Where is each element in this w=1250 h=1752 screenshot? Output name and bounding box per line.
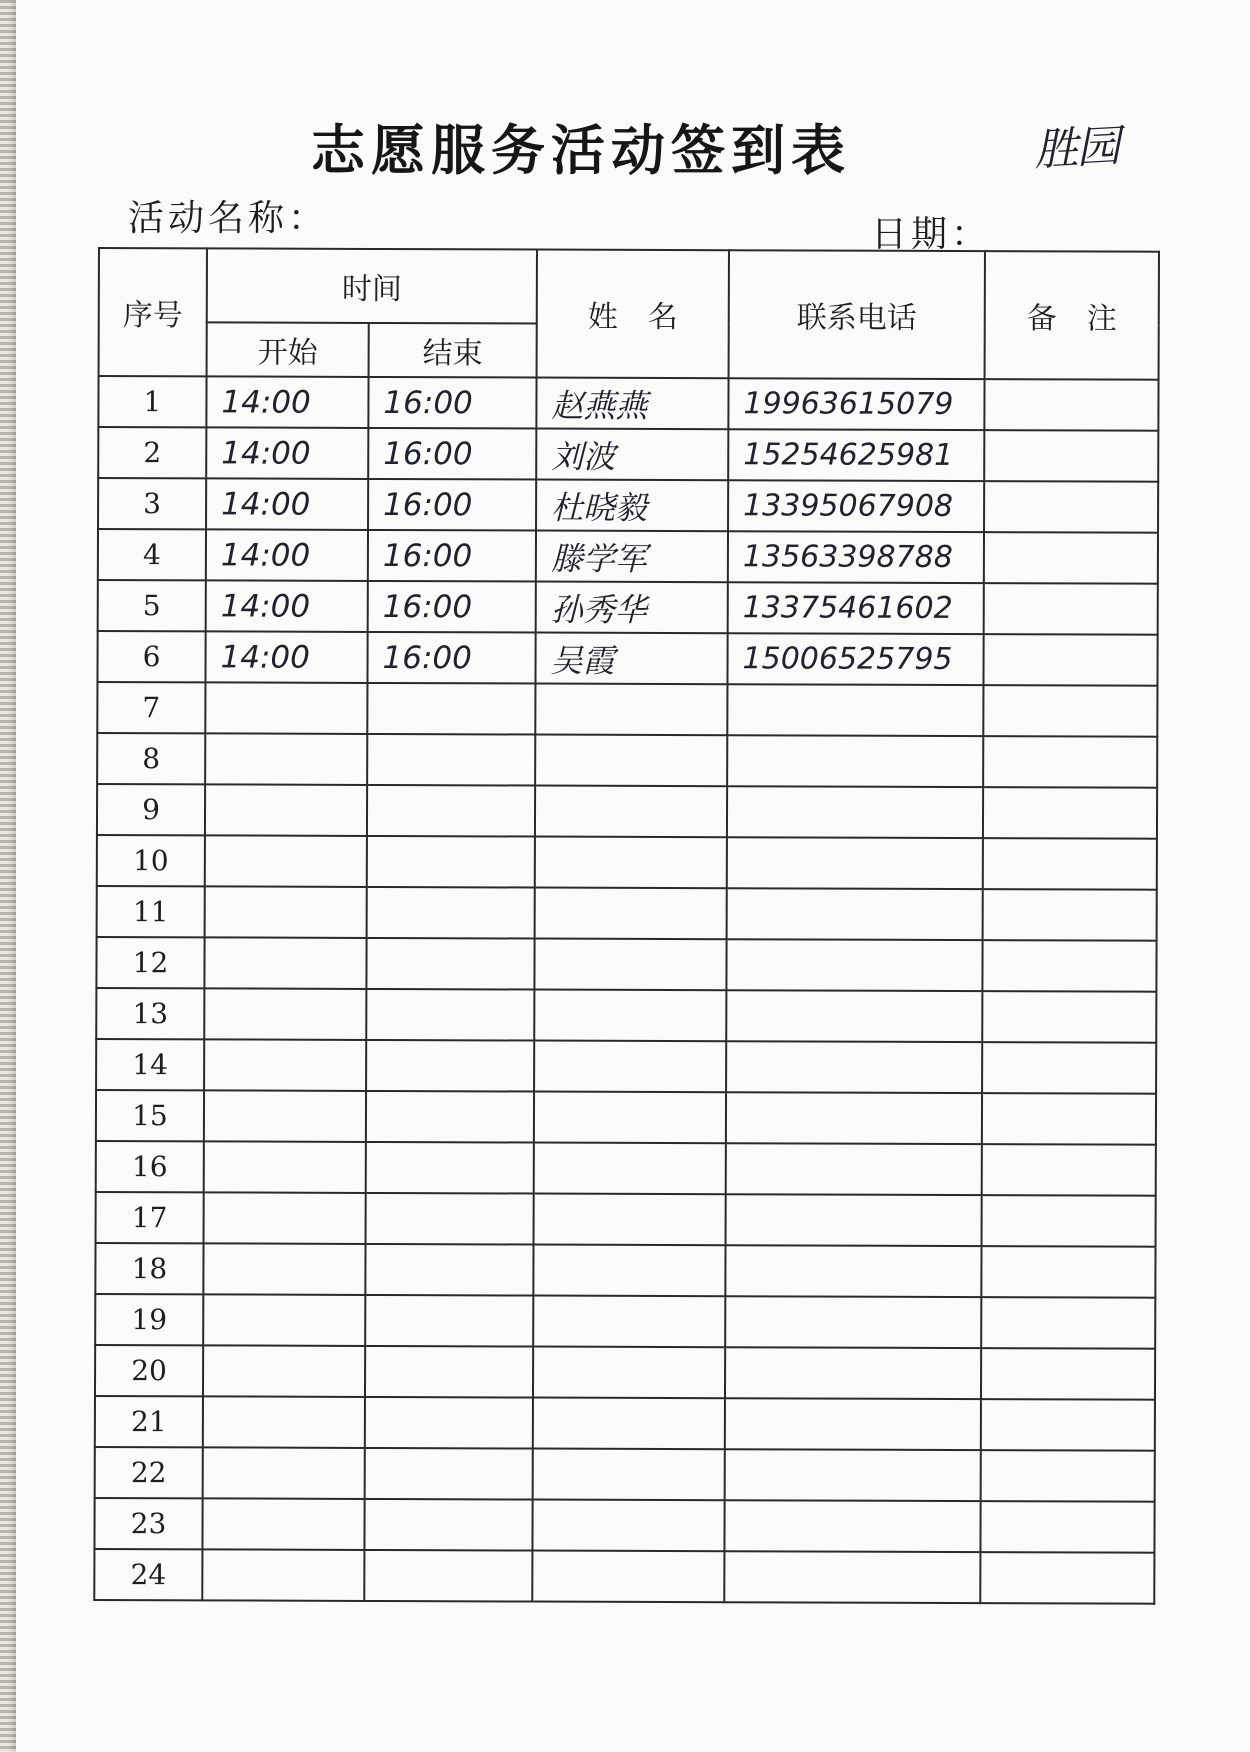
cell-note — [984, 532, 1158, 584]
cell-note — [981, 1399, 1155, 1451]
cell-note — [984, 379, 1158, 431]
table-row — [95, 1447, 1155, 1502]
table-row — [97, 784, 1157, 839]
cell-phone — [727, 888, 983, 940]
cell-start-time — [204, 1192, 366, 1244]
cell-index: 12 — [96, 937, 204, 988]
cell-start-time — [204, 1141, 366, 1193]
cell-index: 23 — [94, 1498, 202, 1549]
cell-phone: 19963615079 — [728, 378, 984, 430]
cell-end-time — [367, 836, 535, 888]
table-row — [98, 478, 1158, 533]
cell-note — [981, 1348, 1155, 1400]
cell-note — [984, 430, 1158, 482]
cell-note — [982, 1195, 1156, 1247]
cell-index: 19 — [95, 1294, 203, 1345]
cell-note — [981, 1246, 1155, 1298]
cell-index: 14 — [96, 1039, 204, 1090]
cell-index: 22 — [95, 1447, 203, 1498]
cell-start-time: 14:00 — [206, 478, 368, 530]
corner-handwriting: 胜园 — [1032, 120, 1120, 177]
page-title: 志愿服务活动签到表 — [311, 118, 851, 182]
header-notes: 备 注 — [985, 251, 1159, 380]
header-end: 结束 — [369, 323, 537, 378]
cell-name — [534, 1194, 726, 1246]
cell-end-time — [366, 989, 534, 1041]
cell-start-time — [203, 1396, 365, 1448]
cell-end-time: 16:00 — [368, 479, 536, 531]
table-row — [98, 427, 1158, 482]
cell-start-time — [204, 988, 366, 1040]
table-row — [97, 682, 1157, 737]
cell-phone: 13395067908 — [728, 480, 984, 532]
cell-end-time — [365, 1295, 533, 1347]
table-row — [97, 733, 1157, 788]
cell-name — [535, 837, 727, 889]
cell-phone — [727, 786, 983, 838]
cell-start-time — [204, 1039, 366, 1091]
cell-index: 7 — [97, 682, 205, 733]
cell-index: 4 — [98, 529, 206, 580]
table-row — [96, 1192, 1156, 1247]
cell-end-time — [367, 785, 535, 837]
cell-name: 杜晓毅 — [536, 480, 728, 532]
cell-name: 赵燕燕 — [536, 378, 728, 430]
cell-index: 17 — [96, 1192, 204, 1243]
cell-start-time — [205, 733, 367, 785]
sign-in-table — [93, 247, 1160, 1605]
cell-name — [534, 939, 726, 991]
cell-start-time: 14:00 — [205, 631, 367, 683]
cell-note — [982, 1042, 1156, 1094]
cell-start-time: 14:00 — [206, 427, 368, 479]
cell-end-time: 16:00 — [368, 377, 536, 429]
cell-end-time — [365, 1346, 533, 1398]
cell-note — [982, 1093, 1156, 1145]
cell-name: 吴霞 — [535, 633, 727, 685]
cell-name — [534, 990, 726, 1042]
cell-index: 24 — [94, 1549, 202, 1600]
cell-start-time — [204, 1090, 366, 1142]
cell-start-time — [203, 1345, 365, 1397]
table-row — [95, 1396, 1155, 1451]
table-row — [96, 1039, 1156, 1094]
cell-phone — [725, 1347, 981, 1399]
cell-name: 滕学军 — [536, 531, 728, 583]
cell-end-time — [367, 734, 535, 786]
cell-phone — [725, 1245, 981, 1297]
cell-name — [532, 1500, 724, 1552]
cell-note — [982, 940, 1156, 992]
table-row — [97, 631, 1157, 686]
cell-end-time — [366, 1040, 534, 1092]
cell-phone — [725, 1296, 981, 1348]
cell-note — [983, 634, 1157, 686]
table-row — [96, 937, 1156, 992]
cell-note — [982, 1144, 1156, 1196]
cell-phone: 15006525795 — [727, 633, 983, 685]
cell-end-time: 16:00 — [368, 581, 536, 633]
cell-end-time — [367, 887, 535, 939]
cell-end-time — [365, 1244, 533, 1296]
cell-start-time — [203, 1294, 365, 1346]
cell-name — [534, 1143, 726, 1195]
cell-note — [983, 838, 1157, 890]
cell-end-time — [365, 1397, 533, 1449]
cell-name — [535, 684, 727, 736]
cell-phone — [725, 1398, 981, 1450]
cell-start-time — [203, 1243, 365, 1295]
cell-name — [535, 888, 727, 940]
activity-name-label: 活动名称： — [128, 198, 329, 239]
cell-index: 21 — [95, 1396, 203, 1447]
cell-start-time — [202, 1498, 364, 1550]
cell-name — [535, 735, 727, 787]
header-name: 姓 名 — [537, 250, 729, 379]
table-row — [96, 1141, 1156, 1196]
cell-phone — [727, 684, 983, 736]
table-row — [97, 835, 1157, 890]
cell-note — [983, 736, 1157, 788]
cell-note — [980, 1501, 1154, 1553]
cell-start-time — [205, 682, 367, 734]
table-row — [98, 529, 1158, 584]
cell-end-time: 16:00 — [368, 530, 536, 582]
cell-start-time — [203, 1447, 365, 1499]
cell-index: 13 — [96, 988, 204, 1039]
cell-end-time — [366, 1142, 534, 1194]
cell-note — [980, 1552, 1154, 1604]
page-binding-edge — [0, 0, 16, 1752]
header-start: 开始 — [207, 322, 369, 377]
cell-index: 8 — [97, 733, 205, 784]
cell-index: 18 — [95, 1243, 203, 1294]
cell-note — [984, 481, 1158, 533]
cell-phone — [724, 1551, 980, 1603]
cell-index: 10 — [97, 835, 205, 886]
cell-name — [533, 1449, 725, 1501]
cell-index: 1 — [98, 376, 206, 427]
cell-start-time — [205, 835, 367, 887]
date-label: 日期： — [871, 214, 992, 255]
cell-phone — [727, 837, 983, 889]
cell-index: 16 — [96, 1141, 204, 1192]
cell-name — [534, 1092, 726, 1144]
cell-name — [532, 1551, 724, 1603]
cell-end-time — [366, 938, 534, 990]
cell-index: 2 — [98, 427, 206, 478]
cell-index: 3 — [98, 478, 206, 529]
cell-name — [533, 1398, 725, 1450]
table-row — [97, 886, 1157, 941]
cell-end-time — [366, 1091, 534, 1143]
cell-start-time — [204, 937, 366, 989]
header-time: 时间 — [207, 248, 537, 323]
cell-index: 5 — [98, 580, 206, 631]
table-row — [95, 1345, 1155, 1400]
table-body — [94, 376, 1158, 1604]
cell-note — [981, 1297, 1155, 1349]
cell-end-time: 16:00 — [367, 632, 535, 684]
cell-name: 孙秀华 — [536, 582, 728, 634]
cell-start-time — [205, 886, 367, 938]
cell-end-time — [367, 683, 535, 735]
table-row — [98, 376, 1158, 431]
cell-name: 刘波 — [536, 429, 728, 481]
cell-phone — [724, 1500, 980, 1552]
cell-index: 15 — [96, 1090, 204, 1141]
cell-phone: 13375461602 — [728, 582, 984, 634]
cell-name — [533, 1347, 725, 1399]
header-index: 序号 — [99, 248, 207, 376]
cell-start-time — [205, 784, 367, 836]
cell-phone — [726, 939, 982, 991]
cell-start-time: 14:00 — [206, 529, 368, 581]
table-row — [98, 580, 1158, 635]
cell-phone — [726, 1092, 982, 1144]
header-phone: 联系电话 — [729, 250, 985, 379]
table-row — [94, 1549, 1154, 1604]
cell-phone — [727, 735, 983, 787]
cell-phone — [726, 1194, 982, 1246]
cell-name — [535, 786, 727, 838]
cell-phone — [726, 990, 982, 1042]
cell-start-time: 14:00 — [206, 376, 368, 428]
cell-index: 6 — [97, 631, 205, 682]
table-row — [96, 1090, 1156, 1145]
cell-phone — [726, 1041, 982, 1093]
table-row — [95, 1243, 1155, 1298]
cell-phone — [725, 1449, 981, 1501]
cell-note — [981, 1450, 1155, 1502]
cell-phone: 13563398788 — [728, 531, 984, 583]
cell-end-time — [366, 1193, 534, 1245]
cell-phone: 15254625981 — [728, 429, 984, 481]
cell-note — [983, 787, 1157, 839]
cell-index: 9 — [97, 784, 205, 835]
cell-phone — [726, 1143, 982, 1195]
cell-index: 20 — [95, 1345, 203, 1396]
cell-end-time — [365, 1448, 533, 1500]
cell-index: 11 — [97, 886, 205, 937]
cell-note — [982, 991, 1156, 1043]
cell-start-time — [202, 1549, 364, 1601]
table-row — [96, 988, 1156, 1043]
table-row — [94, 1498, 1154, 1553]
cell-note — [983, 685, 1157, 737]
cell-end-time: 16:00 — [368, 428, 536, 480]
cell-start-time: 14:00 — [206, 580, 368, 632]
cell-note — [984, 583, 1158, 635]
table-row — [95, 1294, 1155, 1349]
cell-name — [533, 1296, 725, 1348]
cell-end-time — [364, 1499, 532, 1551]
cell-name — [534, 1041, 726, 1093]
cell-note — [983, 889, 1157, 941]
cell-name — [533, 1245, 725, 1297]
cell-end-time — [364, 1550, 532, 1602]
